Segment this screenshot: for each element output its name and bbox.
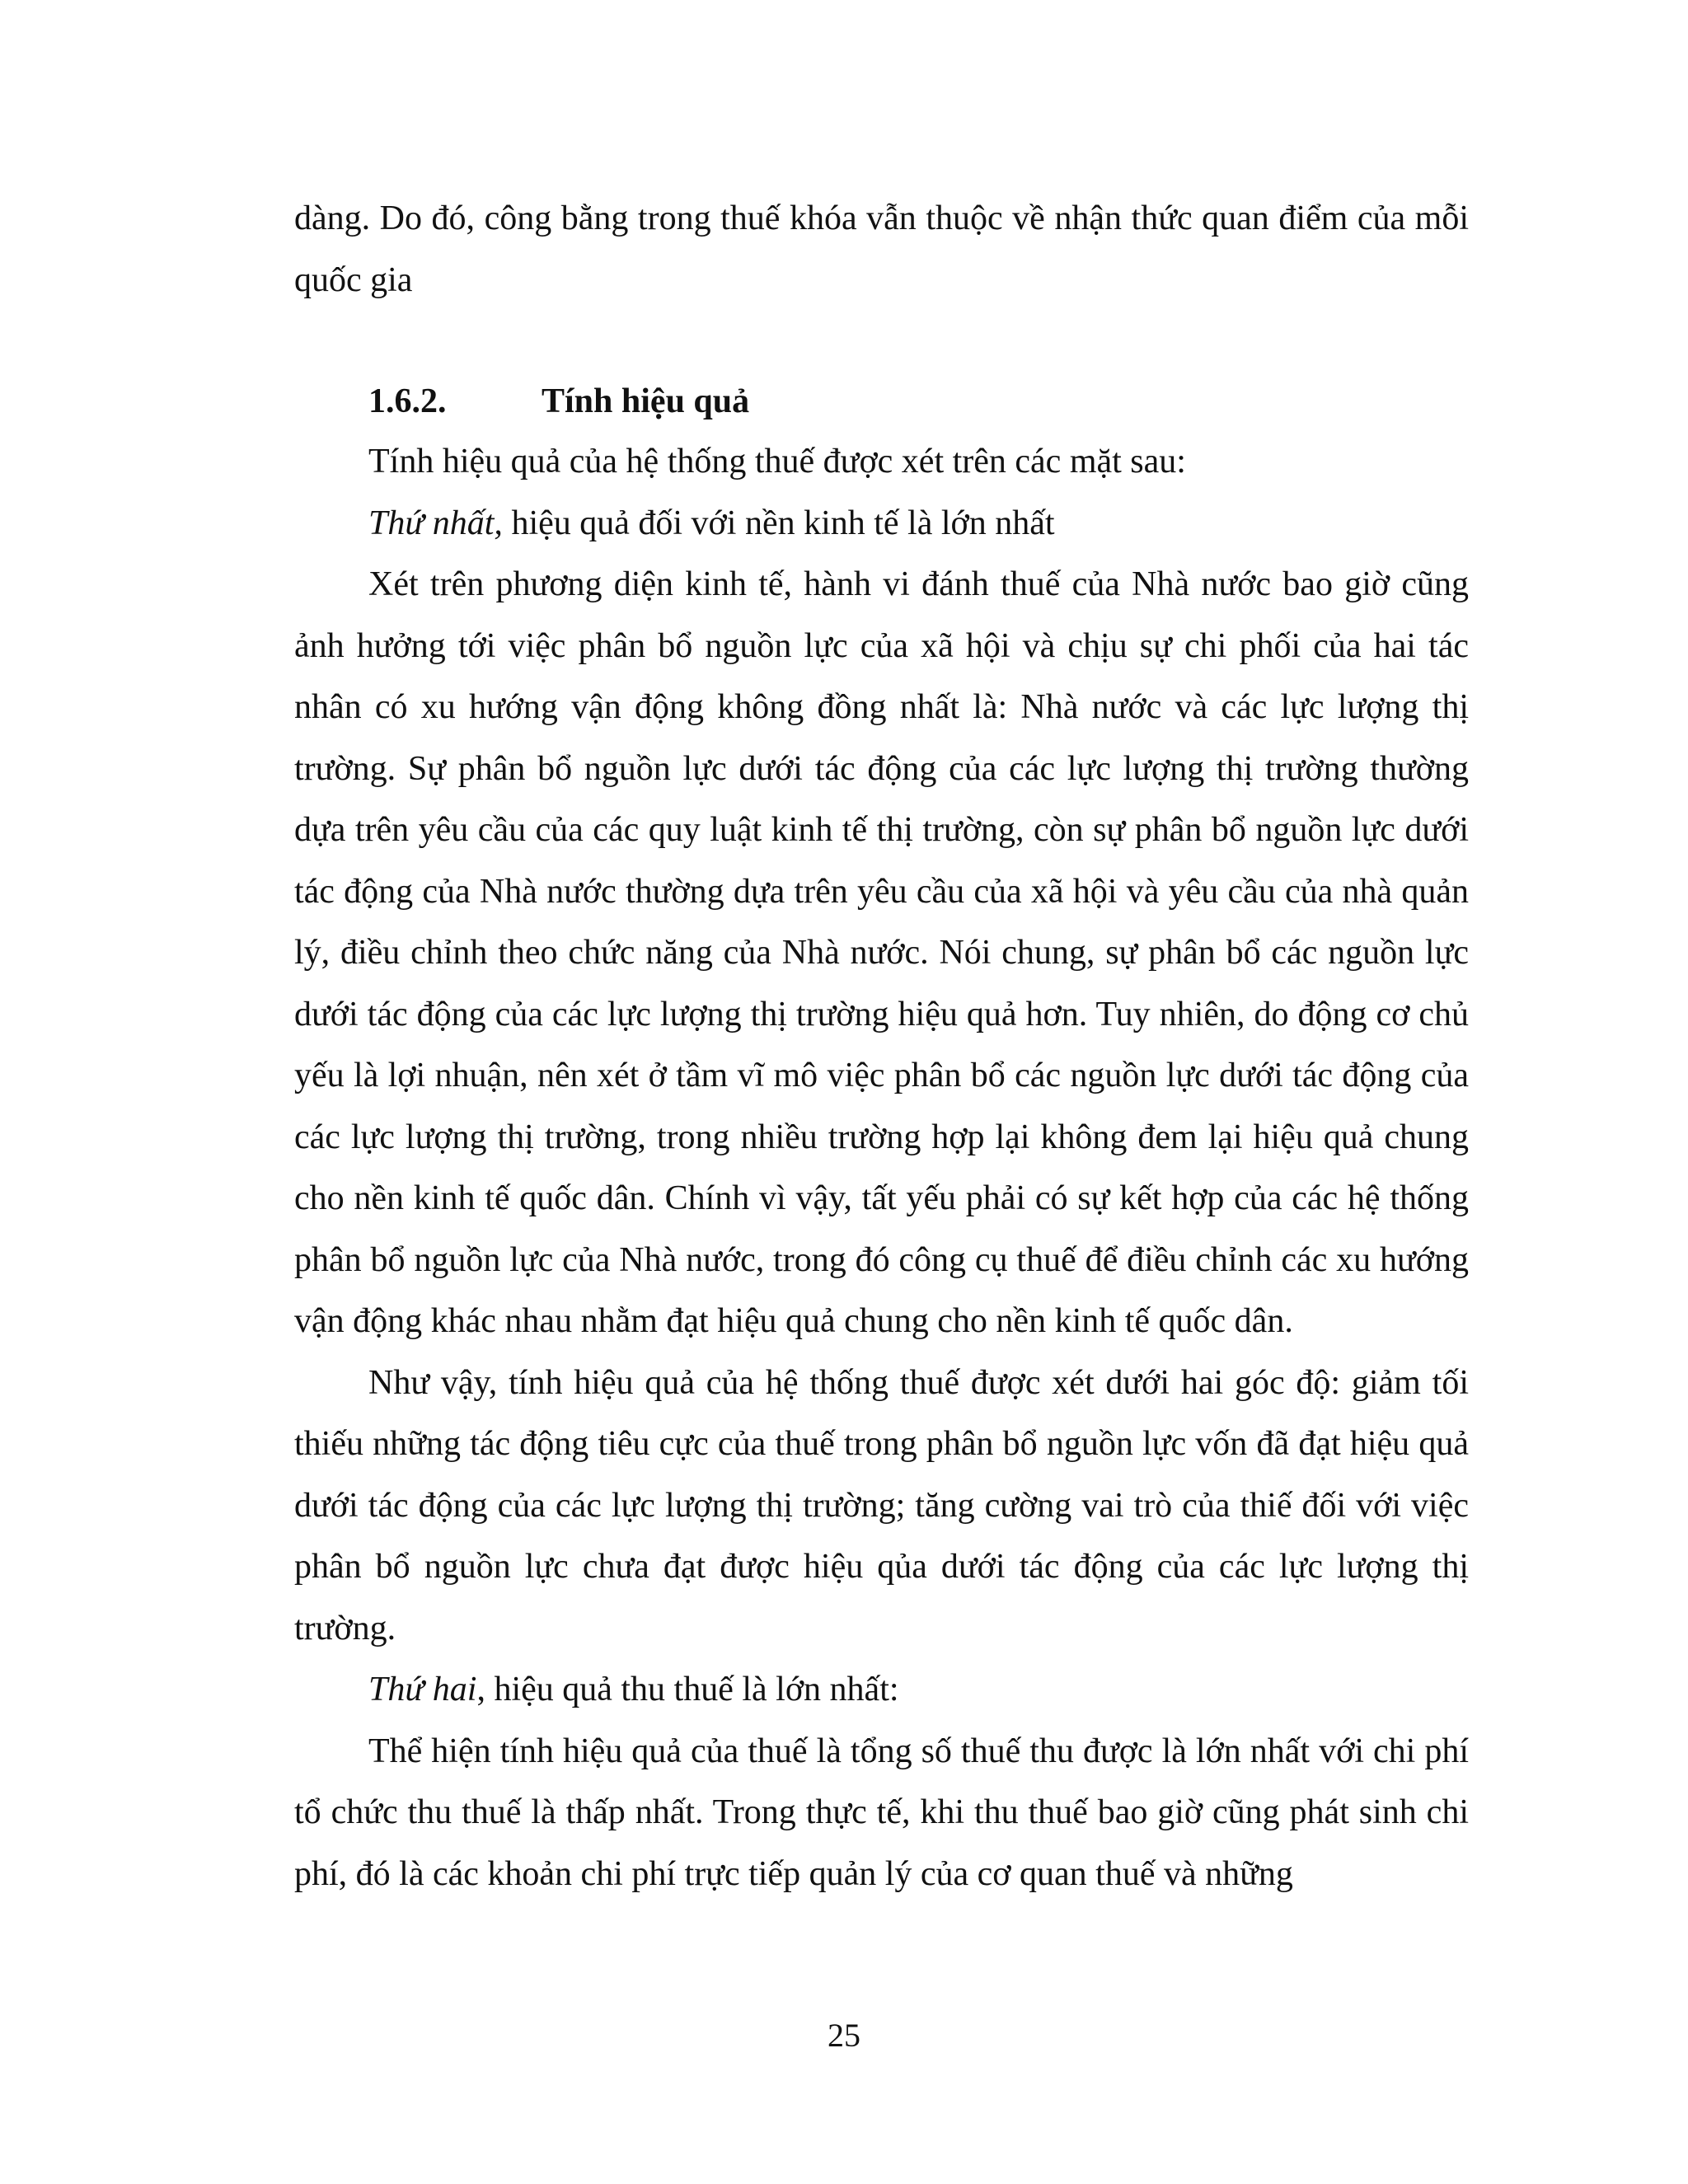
intro-text: dàng. Do đó, công bằng trong thuế khóa vẫn thuộc về nhận thức quan điểm của mỗi quốc gia <box>294 199 1469 299</box>
intro-paragraph <box>294 188 1469 311</box>
paragraph-second-point <box>294 1659 1469 1721</box>
second-point-label: Thứ hai <box>368 1671 477 1708</box>
page-number: 25 <box>828 2017 860 2054</box>
second-point-text: , hiệu quả thu thuế là lớn nhất: <box>476 1671 899 1708</box>
paragraph-economic-aspect: Xét trên phương diện kinh tế, hành vi đánh thuế của Nhà nước bao giờ cũng ảnh hưởng tới việc phân bổ nguồn lực của xã hội và chịu sự chi phối của hai tác nhân có xu hướng vận động không đồng nhất là: Nhà nước và các lực lượng thị trường. Sự phân bổ nguồn lực dưới tác động của các lực lượng thị trường thường dựa trên yêu cầu của các quy luật kinh tế thị trường, còn sự phân bổ nguồn lực dưới tác động của Nhà nước thường dựa trên yêu cầu của xã hội và yêu cầu của nhà quản lý, điều chỉnh theo chức năng của Nhà nước. Nói chung, sự phân bổ các nguồn lực dưới tác động của các lực lượng thị trường hiệu quả hơn. Tuy nhiên, do động cơ chủ yếu là lợi nhuận, nên xét ở tầm vĩ mô việc phân bổ các nguồn lực dưới tác động của các lực lượng thị trường, trong nhiều trường hợp lại không đem lại hiệu quả chung cho nền kinh tế quốc dân. Chính vì vậy, tất yếu phải có sự kết hợp của các hệ thống phân bổ nguồn lực của Nhà nước, trong đó công cụ thuế để điều chỉnh các xu hướng vận động khác nhau nhằm đạt hiệu quả chung cho nền kinh tế quốc dân. <box>294 565 1469 1340</box>
first-point-label: Thứ nhất, <box>368 504 503 542</box>
section-number: 1.6.2. <box>368 382 447 420</box>
paragraph-intro-criteria: Tính hiệu quả của hệ thống thuế được xét trên các mặt sau: <box>368 443 1186 480</box>
section-title: Tính hiệu quả <box>542 382 750 420</box>
section-heading <box>368 371 749 433</box>
paragraph-first-point <box>294 493 1469 555</box>
paragraph-two-perspectives: Như vậy, tính hiệu quả của hệ thống thuế được xét dưới hai góc độ: giảm tối thiếu những tác động tiêu cực của thuế trong phân bổ nguồn lực vốn đã đạt hiệu quả dưới tác động của các lực lượng thị trường; tăng cường vai trò của thiế đối với việc phân bổ nguồn lực chưa đạt được hiệu qủa dưới tác động của các lực lượng thị trường. <box>294 1363 1469 1647</box>
section-body <box>294 431 1469 1905</box>
first-point-text: hiệu quả đối với nền kinh tế là lớn nhất <box>502 504 1055 542</box>
paragraph-collection-efficiency: Thể hiện tính hiệu quả của thuế là tổng số thuế thu được là lớn nhất với chi phí tổ chức thu thuế là thấp nhất. Trong thực tế, khi thu thuế bao giờ cũng phát sinh chi phí, đó là các khoản chi phí trực tiếp quản lý của cơ quan thuế và những <box>294 1732 1469 1893</box>
